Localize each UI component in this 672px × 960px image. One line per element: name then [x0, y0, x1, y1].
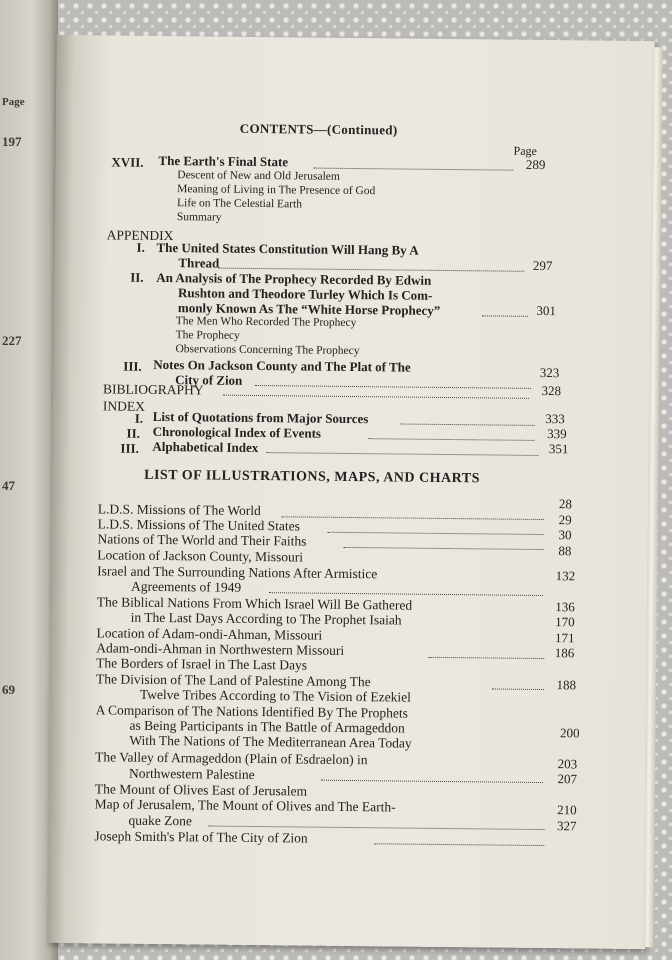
page-number: 203	[557, 756, 578, 772]
illustration-entry: The Borders of Israel in The Last Days	[96, 655, 308, 673]
leader-dots	[266, 452, 538, 456]
illustration-entry: Location of Adam-ondi-Ahman, Missouri	[96, 625, 323, 643]
illustration-entry: The Division of The Land of Palestine Among The	[95, 671, 371, 690]
page-number: 297	[532, 257, 553, 274]
illustration-entry: Agreements of 1949	[130, 578, 242, 595]
sub-topic: Life on The Celestial Earth	[176, 197, 303, 211]
contents-continued	[47, 35, 654, 949]
page-number: 170	[555, 614, 575, 630]
sub-topic: Meaning of Living in The Presence of God	[177, 183, 376, 198]
leader-dots	[374, 843, 544, 846]
sub-topic: Observations Concerning The Prophecy	[175, 343, 360, 358]
illustration-entry: Joseph Smith's Plat of The City of Zion	[94, 828, 308, 846]
appendix-title-line: City of Zion	[175, 372, 243, 388]
index-title: List of Quotations from Major Sources	[152, 408, 369, 427]
leader-dots	[492, 688, 544, 690]
illustration-entry: L.D.S. Missions of The United States	[97, 516, 300, 534]
appendix-title-line: The United States Constitution Will Hang By A	[156, 239, 419, 258]
index-title: Alphabetical Index	[152, 438, 259, 456]
illustration-entry: The Biblical Nations From Which Israel Will Be Gathered	[96, 594, 413, 613]
sub-topic: Summary	[176, 211, 222, 224]
appendix-numeral: I.	[136, 239, 145, 255]
illustration-entry: Location of Jackson County, Missouri	[97, 547, 304, 565]
page-number: 132	[555, 568, 576, 584]
appendix-title-line: Rushton and Theodore Turley Which Is Com-	[177, 285, 433, 303]
appendix-numeral: II.	[130, 269, 144, 285]
left-page-number: 197	[2, 134, 22, 149]
page-number: 301	[536, 302, 556, 319]
page-number: 171	[554, 630, 575, 646]
leader-dots	[343, 547, 543, 550]
page-number: 328	[541, 382, 562, 399]
appendix-numeral: III.	[123, 358, 142, 374]
leader-dots	[369, 438, 535, 441]
page-number: 136	[555, 599, 575, 615]
left-page-number: 227	[2, 333, 22, 348]
index-numeral: II.	[126, 425, 141, 441]
page-number: 207	[557, 771, 578, 787]
leader-dots	[482, 315, 528, 316]
sub-topic: The Prophecy	[175, 329, 240, 342]
page-number: 351	[548, 441, 569, 457]
page-number: 188	[556, 677, 577, 693]
illustration-entry: Adam-ondi-Ahman in Northwestern Missouri	[96, 640, 345, 658]
page-number: 29	[558, 512, 572, 528]
illustration-entry: Northwestern Palestine	[128, 765, 255, 783]
leader-dots	[401, 424, 535, 426]
sub-topic: The Men Who Recorded The Prophecy	[175, 315, 357, 330]
leader-dots	[255, 385, 531, 389]
illustration-entry: as Being Participants in The Battle of Armageddon	[129, 717, 405, 736]
leader-dots	[282, 516, 544, 520]
index-title: Chronological Index of Events	[152, 423, 322, 441]
page-number: 30	[558, 527, 572, 543]
page-number: 333	[545, 411, 565, 427]
index-numeral: I.	[134, 410, 144, 426]
illustration-entry: The Valley of Armageddon (Plain of Esdraelon) in	[95, 749, 368, 768]
leader-dots	[313, 168, 513, 171]
index-label: INDEX	[102, 398, 145, 414]
chapter-numeral: XVII.	[111, 154, 144, 170]
book-page	[47, 35, 654, 949]
page-number: 339	[547, 426, 567, 442]
illustration-entry: Map of Jerusalem, The Mount of Olives and The Earth-	[94, 796, 396, 815]
page-number: 88	[558, 543, 572, 559]
illustration-entry: A Comparison of The Nations Identified By The Prophets	[95, 702, 408, 721]
illustration-entry: The Mount of Olives East of Jerusalem	[94, 781, 308, 799]
leader-dots	[269, 592, 543, 596]
left-page-label: Page	[2, 96, 25, 108]
appendix-title-line: An Analysis of The Prophecy Recorded By Edwin	[156, 269, 432, 288]
appendix-label: APPENDIX	[106, 227, 174, 244]
page-number: 186	[554, 645, 575, 661]
illustration-entry: Israel and The Surrounding Nations After Armistice	[97, 563, 378, 582]
page-number: 210	[557, 802, 577, 818]
illustration-entry: Twelve Tribes According to The Vision of Ezekiel	[139, 686, 412, 705]
page-column-label: Page	[513, 143, 537, 158]
illustration-entry: L.D.S. Missions of The World	[97, 501, 261, 519]
sub-topic: Descent of New and Old Jerusalem	[177, 169, 340, 183]
left-page-number: 47	[2, 478, 15, 493]
page-title: CONTENTS—(Continued)	[239, 120, 398, 138]
leader-dots	[328, 532, 544, 535]
page-number: 289	[525, 156, 546, 173]
left-page-number: 69	[2, 682, 15, 697]
illustrations-heading: LIST OF ILLUSTRATIONS, MAPS, AND CHARTS	[144, 467, 480, 487]
chapter-title: The Earth's Final State	[158, 152, 289, 170]
bibliography-label: BIBLIOGRAPHY	[102, 381, 204, 398]
illustration-entry: quake Zone	[128, 812, 192, 829]
leader-dots	[223, 395, 529, 399]
appendix-title-line: Thread	[178, 255, 220, 271]
illustration-entry: Nations of The World and Their Faiths	[97, 531, 307, 549]
appendix-title-line: monly Known As The “White Horse Prophecy”	[177, 300, 441, 318]
page-number: 327	[556, 818, 577, 834]
page-number: 28	[558, 496, 572, 512]
leader-dots	[428, 657, 544, 659]
appendix-title-line: Notes On Jackson County and The Plat of The	[153, 356, 411, 375]
illustration-entry: in The Last Days According to The Prophet Isaiah	[130, 609, 402, 628]
page-number: 200	[559, 725, 580, 741]
index-numeral: III.	[120, 440, 139, 456]
illustration-entry: With The Nations of The Mediterranean Area Today	[129, 732, 412, 751]
leader-dots	[321, 780, 543, 783]
page-number: 323	[539, 364, 560, 381]
